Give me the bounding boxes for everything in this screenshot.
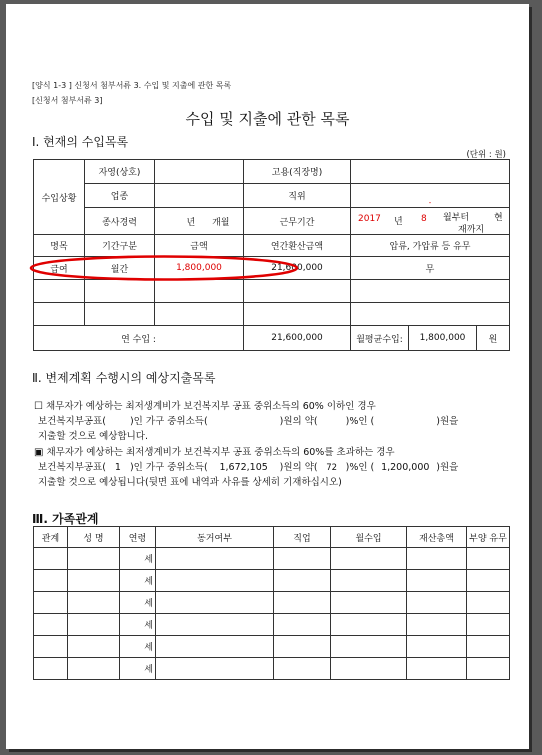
empty-cell — [34, 658, 68, 680]
empty-cell — [331, 658, 407, 680]
empty-cell — [407, 636, 467, 658]
empty-cell — [156, 636, 274, 658]
family-col-assets: 재산총액 — [407, 527, 467, 548]
empty-cell — [274, 614, 331, 636]
work-year: 2017 — [358, 214, 381, 224]
option1-line1 — [34, 399, 376, 414]
career-label: 종사경력 — [85, 208, 155, 235]
family-col-monthly-income: 월수입 — [331, 527, 407, 548]
empty-cell — [34, 636, 68, 658]
col-item-header: 명목 — [34, 235, 85, 257]
empty-cell — [156, 570, 274, 592]
text-fragment: )원의 약( — [279, 462, 318, 473]
work-from: 월부터 — [443, 213, 470, 223]
empty-cell — [331, 592, 407, 614]
empty-cell — [34, 614, 68, 636]
empty-cell — [68, 592, 120, 614]
family-col-relation: 관계 — [34, 527, 68, 548]
empty-cell — [407, 614, 467, 636]
work-month: 8 — [421, 214, 427, 224]
empty-cell — [156, 614, 274, 636]
empty-cell — [467, 570, 510, 592]
col-annual-header: 연간환산금액 — [244, 235, 351, 257]
empty-cell — [68, 548, 120, 570]
row-period: 월간 — [85, 257, 155, 280]
position-value: - — [351, 184, 510, 208]
table-row — [34, 548, 510, 570]
family-table — [33, 526, 510, 680]
form-reference: [양식 1-3 ] 신청서 첨부서류 3. 수입 및 지출에 관한 목록 — [32, 81, 232, 90]
family-col-dependent: 부양 유무 — [467, 527, 510, 548]
empty-cell — [274, 570, 331, 592]
text-fragment: )%인 ( — [345, 416, 375, 427]
col-seizure-header: 압류, 가압류 등 유무 — [351, 235, 510, 257]
age-unit: 세 — [120, 614, 156, 636]
row-amount: 1,800,000 — [155, 257, 244, 280]
empty-cell — [68, 658, 120, 680]
empty-cell — [331, 614, 407, 636]
empty-cell — [274, 636, 331, 658]
work-year-unit: 년 — [394, 217, 403, 227]
career-years-unit: 년 — [186, 217, 196, 228]
empty-cell — [467, 548, 510, 570]
empty-cell — [155, 303, 244, 326]
option2-text: 채무자가 예상하는 최저생계비가 보건복지부 공표 중위소득의 60%를 초과하는 경우 — [46, 447, 395, 458]
family-col-cohabitation: 동거여부 — [156, 527, 274, 548]
text-fragment: 보건복지부공표( — [38, 462, 106, 473]
empty-cell — [331, 570, 407, 592]
annual-income-label: 연 수입 : — [34, 326, 244, 351]
family-col-name: 성 명 — [68, 527, 120, 548]
employment-label: 고용(직장명) — [244, 160, 351, 184]
empty-cell — [407, 548, 467, 570]
text-fragment: )인 가구 중위소득( — [129, 462, 208, 473]
family-col-age: 연령 — [120, 527, 156, 548]
col-amount-header: 금액 — [155, 235, 244, 257]
empty-cell — [274, 592, 331, 614]
option1-text: 채무자가 예상하는 최저생계비가 보건복지부 공표 중위소득의 60% 이하인 경우 — [46, 401, 376, 412]
family-col-occupation: 직업 — [274, 527, 331, 548]
text-fragment: )원의 약( — [279, 416, 318, 427]
red-ellipse-annotation — [28, 253, 300, 283]
won-unit: 원 — [477, 326, 510, 351]
position-label: 직위 — [244, 184, 351, 208]
empty-cell — [68, 636, 120, 658]
household-size: 1 — [114, 462, 121, 473]
self-employed-label: 자영(상호) — [85, 160, 155, 184]
empty-cell — [351, 280, 510, 303]
document-page — [6, 4, 529, 749]
option2-line2 — [38, 460, 458, 476]
document-title: 수입 및 지출에 관한 목록 — [185, 110, 350, 128]
option2-line3: 지출할 것으로 예상됩니다(뒷면 표에 내역과 사유를 상세히 기재하십시오) — [38, 477, 342, 488]
empty-cell — [274, 548, 331, 570]
empty-cell — [351, 303, 510, 326]
table-row — [34, 658, 510, 680]
empty-cell — [467, 592, 510, 614]
empty-cell — [34, 548, 68, 570]
option2-line1 — [34, 445, 395, 460]
empty-cell — [331, 636, 407, 658]
employment-value — [351, 160, 510, 184]
row-seizure: 무 — [351, 257, 510, 280]
table-row — [34, 592, 510, 614]
empty-cell — [467, 614, 510, 636]
empty-cell — [68, 570, 120, 592]
empty-cell — [274, 658, 331, 680]
age-unit: 세 — [120, 570, 156, 592]
percent-value: 72 — [326, 463, 338, 473]
empty-cell — [156, 548, 274, 570]
text-fragment: )%인 ( — [345, 462, 375, 473]
median-income: 1,672,105 — [219, 462, 268, 473]
business-type-value — [155, 184, 244, 208]
unit-label: (단위 : 원) — [466, 150, 506, 160]
work-present: 현 — [494, 213, 503, 223]
business-type-label: 업종 — [85, 184, 155, 208]
work-period-value — [351, 208, 510, 235]
text-fragment: )원을 — [436, 416, 459, 427]
empty-cell — [244, 303, 351, 326]
age-unit: 세 — [120, 548, 156, 570]
empty-cell — [156, 658, 274, 680]
age-unit: 세 — [120, 658, 156, 680]
table-row — [34, 614, 510, 636]
empty-cell — [407, 658, 467, 680]
empty-cell — [407, 570, 467, 592]
text-fragment: )인 가구 중위소득( — [129, 416, 208, 427]
monthly-average-value: 1,800,000 — [409, 326, 477, 351]
attachment-reference: [신청서 첨부서류 3] — [32, 96, 103, 105]
empty-cell — [34, 592, 68, 614]
income-status-label: 수입상황 — [34, 160, 85, 235]
career-value — [155, 208, 244, 235]
empty-cell — [467, 636, 510, 658]
row-item: 급여 — [34, 257, 85, 280]
section2-heading: Ⅱ. 변제계획 수행시의 예상지출목록 — [32, 371, 216, 385]
text-fragment: 보건복지부공표( — [38, 416, 106, 427]
age-unit: 세 — [120, 592, 156, 614]
empty-cell — [156, 592, 274, 614]
empty-cell — [467, 658, 510, 680]
section1-heading: Ⅰ. 현재의 수입목록 — [32, 135, 129, 149]
checkbox-checked-icon[interactable]: ▣ — [34, 447, 44, 458]
table-row — [34, 636, 510, 658]
empty-cell — [85, 303, 155, 326]
empty-cell — [34, 303, 85, 326]
row-annual: 21,600,000 — [244, 257, 351, 280]
monthly-average-label: 월평균수입: — [351, 326, 409, 351]
work-period-label: 근무기간 — [244, 208, 351, 235]
self-employed-value — [155, 160, 244, 184]
expense-amount: 1,200,000 — [381, 462, 430, 473]
checkbox-empty-icon[interactable]: ☐ — [34, 401, 43, 412]
option1-line3: 지출할 것으로 예상합니다. — [38, 431, 149, 442]
option1-line2 — [38, 414, 458, 429]
empty-cell — [407, 592, 467, 614]
empty-cell — [68, 614, 120, 636]
family-header-row — [34, 527, 510, 548]
work-until: 재까지 — [458, 225, 485, 235]
career-months-unit: 개월 — [212, 217, 230, 228]
text-fragment: )원을 — [436, 462, 459, 473]
age-unit: 세 — [120, 636, 156, 658]
annual-income-value: 21,600,000 — [244, 326, 351, 351]
col-period-header: 기간구분 — [85, 235, 155, 257]
section3-heading: Ⅲ. 가족관계 — [32, 512, 99, 526]
table-row — [34, 570, 510, 592]
empty-cell — [331, 548, 407, 570]
empty-cell — [34, 570, 68, 592]
